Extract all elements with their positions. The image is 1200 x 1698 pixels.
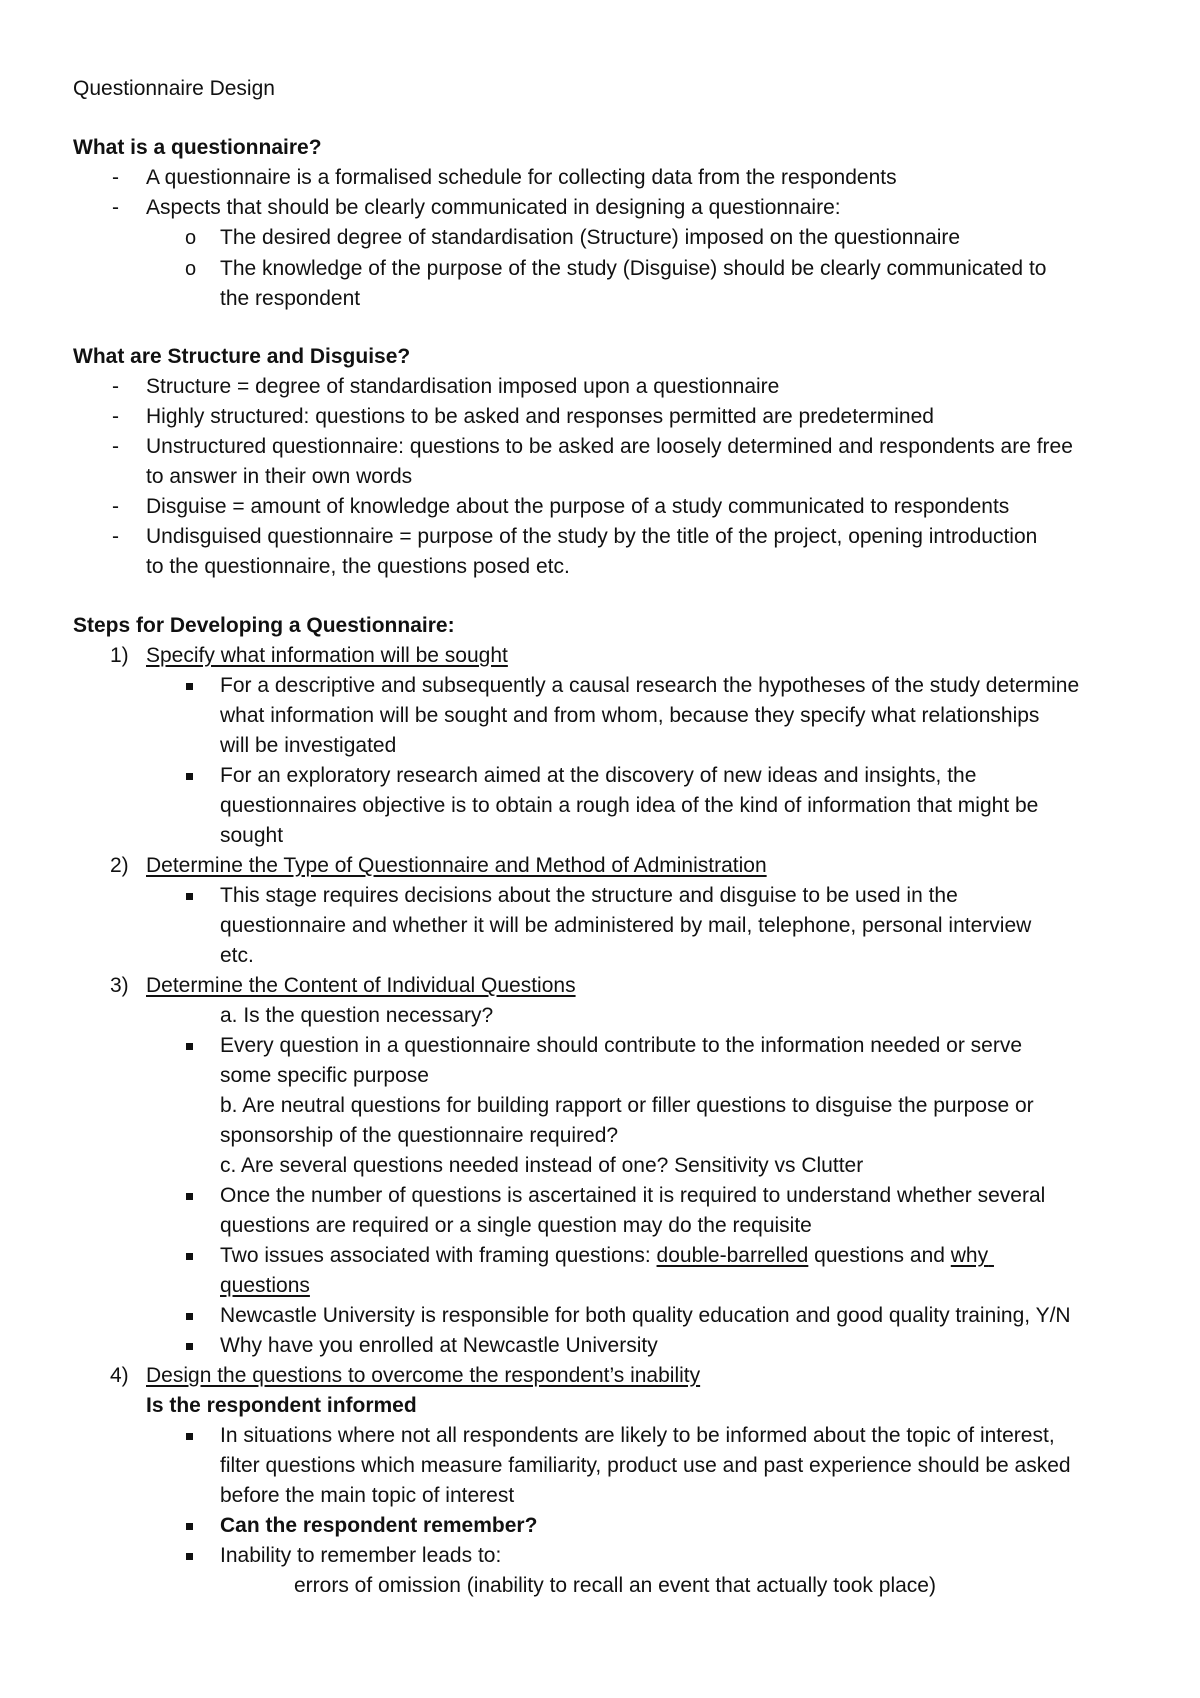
list-item: [0, 223, 1200, 253]
square-bullet-icon: [186, 1343, 193, 1350]
bullet-text: Once the number of questions is ascertained it is required to understand whether several: [220, 1184, 1046, 1207]
list-item-continuation: [0, 1451, 1200, 1481]
section3-heading-line: [0, 611, 1200, 641]
bullet-text: Highly structured: questions to be asked and responses permitted are predetermined: [146, 405, 934, 428]
step-title: Determine the Content of Individual Questions: [146, 974, 576, 997]
section3-heading: Steps for Developing a Questionnaire:: [73, 614, 455, 637]
bullet-text: the respondent: [220, 287, 361, 310]
square-bullet-icon: [186, 893, 193, 900]
step-number: 4): [110, 1364, 129, 1387]
list-item: [0, 372, 1200, 402]
list-item: [0, 761, 1200, 791]
square-bullet-icon: [186, 1523, 193, 1530]
step-title: Specify what information will be sought: [146, 644, 508, 667]
section2-heading: What are Structure and Disguise?: [73, 345, 411, 368]
question-text: sponsorship of the questionnaire required?: [220, 1124, 619, 1147]
bullet-text: to the questionnaire, the questions posed etc.: [146, 555, 570, 578]
bullet-text: Newcastle University is responsible for both quality education and good quality training, Y/N: [220, 1304, 1071, 1327]
bullet-text: what information will be sought and from whom, because they specify what relationships: [220, 704, 1040, 727]
bullet-text: This stage requires decisions about the structure and disguise to be used in the: [220, 884, 958, 907]
list-item-continuation: [0, 462, 1200, 492]
bullet-text: sought: [220, 824, 284, 847]
step-4-line: [0, 1361, 1200, 1391]
dash-marker: -: [112, 435, 119, 458]
circle-marker: o: [185, 227, 197, 249]
question-text: b. Are neutral questions for building rapport or filler questions to disguise the purpose or: [220, 1094, 1034, 1117]
bullet-text: questions are required or a single question may do the requisite: [220, 1214, 812, 1237]
step-2-line: [0, 851, 1200, 881]
question-text: c. Are several questions needed instead of one? Sensitivity vs Clutter: [220, 1154, 864, 1177]
bullet-text: Why have you enrolled at Newcastle University: [220, 1334, 658, 1357]
list-item: [0, 193, 1200, 223]
bullet-text: Inability to remember leads to:: [220, 1544, 502, 1567]
subheading: Is the respondent informed: [146, 1394, 417, 1417]
list-item: [0, 1031, 1200, 1061]
sub-question: [0, 1001, 1200, 1031]
list-item-continuation: [0, 821, 1200, 851]
dash-marker: -: [112, 525, 119, 548]
sub-question: [0, 1091, 1200, 1121]
list-item-continuation: [0, 1481, 1200, 1511]
square-bullet-icon: [186, 1043, 193, 1050]
bullet-text: questions and: [808, 1244, 951, 1267]
bullet-text: The desired degree of standardisation (Structure) imposed on the questionnaire: [220, 226, 961, 249]
step-number: 3): [110, 974, 129, 997]
square-bullet-icon: [186, 683, 193, 690]
bullet-text: will be investigated: [220, 734, 397, 757]
bullet-text: Unstructured questionnaire: questions to be asked are loosely determined and respondents are free: [146, 435, 1073, 458]
list-item-continuation: [0, 1061, 1200, 1091]
bullet-text: Structure = degree of standardisation imposed upon a questionnaire: [146, 375, 780, 398]
bullet-text-mixed: [220, 1241, 994, 1271]
list-item: [0, 1181, 1200, 1211]
underlined-term: double-barrelled: [656, 1244, 809, 1267]
dash-marker: -: [112, 495, 119, 518]
page-title: Questionnaire Design: [73, 77, 275, 100]
list-item-continuation: [0, 552, 1200, 582]
list-item-continuation: [0, 701, 1200, 731]
list-item: [0, 1241, 1200, 1271]
list-item: [0, 522, 1200, 552]
dash-marker: -: [112, 196, 119, 219]
title-line: [0, 74, 1200, 104]
list-item-continuation: [0, 941, 1200, 971]
square-bullet-icon: [186, 1313, 193, 1320]
subheading-line: [0, 1391, 1200, 1421]
bullet-text: In situations where not all respondents are likely to be informed about the topic of interest,: [220, 1424, 1055, 1447]
bullet-text: Undisguised questionnaire = purpose of the study by the title of the project, opening introduction: [146, 525, 1038, 548]
list-item-continuation: [0, 911, 1200, 941]
bullet-text: For an exploratory research aimed at the discovery of new ideas and insights, the: [220, 764, 977, 787]
list-item: [0, 432, 1200, 462]
square-bullet-icon: [186, 1553, 193, 1560]
list-item-continuation: [0, 791, 1200, 821]
list-item-continuation: [0, 284, 1200, 314]
step-3-line: [0, 971, 1200, 1001]
list-item: [0, 492, 1200, 522]
underlined-space: [988, 1244, 994, 1267]
list-item: [0, 1331, 1200, 1361]
bullet-text: before the main topic of interest: [220, 1484, 515, 1507]
underlined-term: why: [950, 1244, 989, 1267]
section1-heading: What is a questionnaire?: [73, 136, 322, 159]
dash-marker: -: [112, 375, 119, 398]
list-item-continuation: [0, 1271, 1200, 1301]
square-bullet-icon: [186, 773, 193, 780]
list-item: [0, 881, 1200, 911]
step-number: 1): [110, 644, 129, 667]
step-title: Determine the Type of Questionnaire and Method of Administration: [146, 854, 767, 877]
sub-question: [0, 1151, 1200, 1181]
section1-heading-line: [0, 133, 1200, 163]
bullet-text: etc.: [220, 944, 254, 967]
step-number: 2): [110, 854, 129, 877]
underlined-term: questions: [220, 1274, 310, 1297]
bullet-text: questionnaires objective is to obtain a rough idea of the kind of information that might be: [220, 794, 1039, 817]
bullet-text: The knowledge of the purpose of the study (Disguise) should be clearly communicated to: [220, 257, 1047, 280]
bullet-text: For a descriptive and subsequently a causal research the hypotheses of the study determine: [220, 674, 1080, 697]
square-bullet-icon: [186, 1433, 193, 1440]
question-text: a. Is the question necessary?: [220, 1004, 494, 1027]
list-item: [0, 1511, 1200, 1541]
bullet-text: Disguise = amount of knowledge about the purpose of a study communicated to respondents: [146, 495, 1010, 518]
bullet-text: some specific purpose: [220, 1064, 429, 1087]
step-title: Design the questions to overcome the respondent’s inability: [146, 1364, 701, 1387]
list-item-continuation: [0, 1571, 1200, 1601]
bullet-text: Every question in a questionnaire should contribute to the information needed or serve: [220, 1034, 1022, 1057]
list-item-continuation: [0, 731, 1200, 761]
bullet-text: errors of omission (inability to recall an event that actually took place): [294, 1574, 936, 1597]
list-item: [0, 1301, 1200, 1331]
square-bullet-icon: [186, 1193, 193, 1200]
list-item-continuation: [0, 1211, 1200, 1241]
sub-question-continuation: [0, 1121, 1200, 1151]
section2-heading-line: [0, 342, 1200, 372]
step-1-line: [0, 641, 1200, 671]
bullet-text: filter questions which measure familiarity, product use and past experience should be asked: [220, 1454, 1071, 1477]
bullet-text: questionnaire and whether it will be administered by mail, telephone, personal interview: [220, 914, 1032, 937]
dash-marker: -: [112, 405, 119, 428]
square-bullet-icon: [186, 1253, 193, 1260]
list-item: [0, 254, 1200, 284]
dash-marker: -: [112, 166, 119, 189]
circle-marker: o: [185, 258, 197, 280]
bullet-text: Two issues associated with framing questions:: [220, 1244, 657, 1267]
bullet-text: Can the respondent remember?: [220, 1514, 538, 1537]
list-item: [0, 402, 1200, 432]
list-item: [0, 671, 1200, 701]
bullet-text: Aspects that should be clearly communicated in designing a questionnaire:: [146, 196, 841, 219]
list-item: [0, 1421, 1200, 1451]
bullet-text: A questionnaire is a formalised schedule for collecting data from the respondents: [146, 166, 897, 189]
list-item: [0, 163, 1200, 193]
list-item: [0, 1541, 1200, 1571]
bullet-text: to answer in their own words: [146, 465, 413, 488]
